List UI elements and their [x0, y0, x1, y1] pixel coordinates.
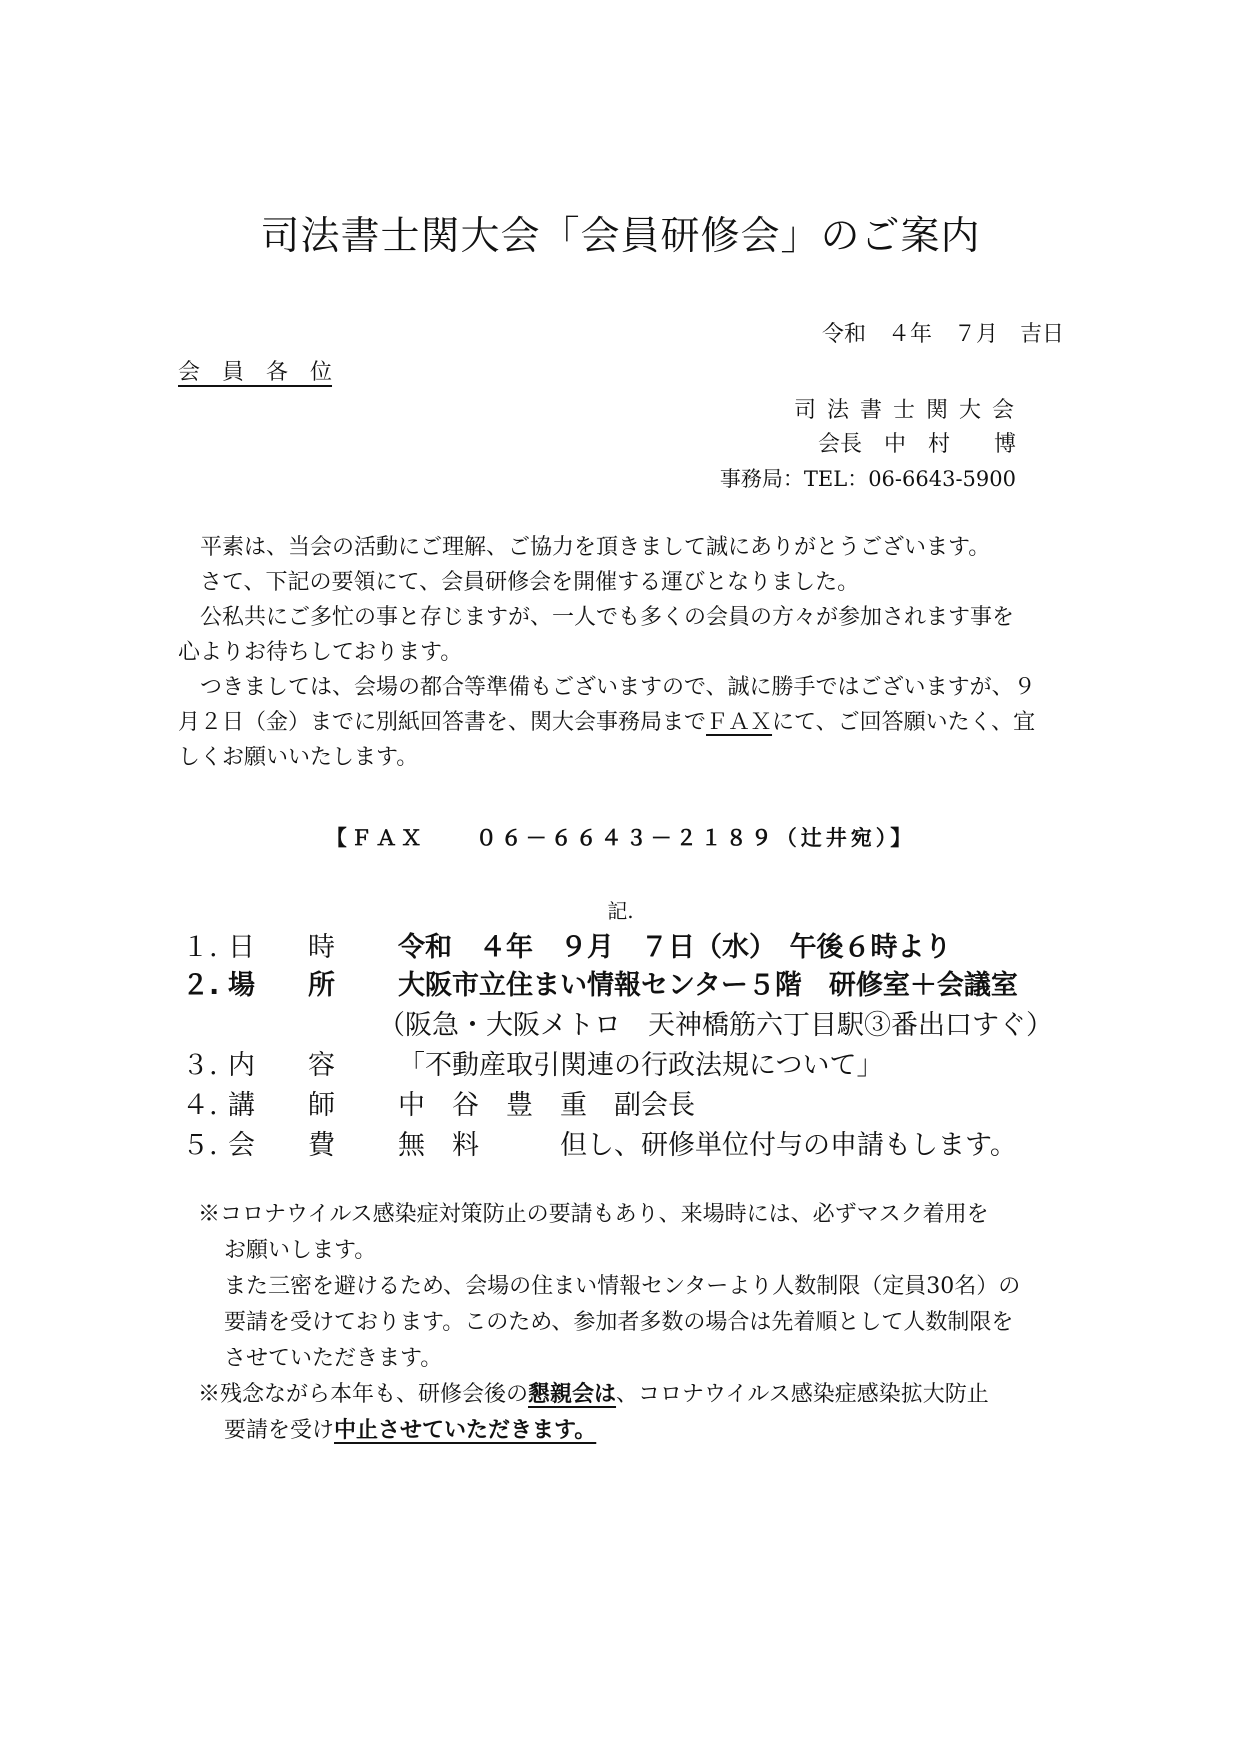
item-label-char: 師 — [308, 1090, 335, 1121]
item-label-char: 時 — [308, 932, 335, 963]
item-number: ５. — [182, 1130, 218, 1161]
note-2-line-b — [224, 1413, 596, 1444]
item-label-char: 費 — [308, 1130, 335, 1161]
item-number: ３. — [182, 1050, 218, 1081]
body-line-6-post: にて、ご回答願いたく、宜 — [772, 710, 1036, 735]
note-1-line-e: させていただきます。 — [224, 1346, 443, 1371]
note-2-pre: ※残念ながら本年も、研修会後の — [198, 1382, 529, 1407]
note-2-line-a — [198, 1377, 989, 1408]
note-1-line-c: また三密を避けるため、会場の住まい情報センターより人数制限（定員30名）の — [224, 1274, 1021, 1299]
item-venue — [182, 963, 1018, 1002]
item-label-char: 会 — [228, 1130, 255, 1161]
item-label-char: 内 — [228, 1050, 255, 1081]
note-1-line-a: ※コロナウイルス感染症対策防止の要請もあり、来場時には、必ずマスク着用を — [198, 1202, 989, 1227]
item-value: 令和 ４年 ９月 ７日（水） 午後６時より — [398, 932, 952, 963]
body-line-4: 心よりお待ちしております。 — [178, 640, 463, 665]
issue-date: 令和 ４年 ７月 吉日 — [821, 322, 1064, 347]
item-label-char: 講 — [228, 1090, 255, 1121]
body-line-5: つきましては、会場の都合等準備もございますので、誠に勝手ではございますが、９ — [200, 675, 1036, 700]
item-fee — [182, 1123, 1017, 1162]
item-content — [182, 1043, 883, 1082]
body-line-6 — [178, 712, 1068, 734]
note-1-line-b: お願いします。 — [224, 1238, 377, 1263]
note-2-emphasis: 懇親会は — [528, 1382, 617, 1407]
item-label-char: 日 — [228, 932, 255, 963]
fax-number: 【ＦＡＸ ０６－６６４３－２１８９（辻井宛）】 — [325, 826, 916, 850]
sender-president: 会長 中 村 博 — [817, 432, 1016, 457]
item-value: 無 料 但し、研修単位付与の申請もします。 — [398, 1130, 1017, 1161]
body-line-6-pre: 月２日（金）までに別紙回答書を、関大会事務局まで — [178, 710, 707, 735]
addressee: 会 員 各 位 — [178, 360, 333, 385]
item-number: ２. — [182, 970, 220, 1001]
body-line-1: 平素は、当会の活動にご理解、ご協力を頂きまして誠にありがとうございます。 — [200, 535, 991, 560]
note-2-post: 、コロナウイルス感染症感染拡大防止 — [616, 1382, 989, 1407]
item-label-char: 所 — [308, 970, 335, 1001]
sender-office: 事務局：TEL：06-6643-5900 — [719, 467, 1016, 491]
item-value: 大阪市立住まい情報センター５階 研修室＋会議室 — [398, 970, 1018, 1001]
item-value: 「不動産取引関連の行政法規について」 — [398, 1050, 884, 1081]
body-line-3: 公私共にご多忙の事と存じますが、一人でも多くの会員の方々が参加されます事を — [200, 605, 1015, 630]
page-title: 司法書士関大会「会員研修会」のご案内 — [260, 214, 981, 259]
note-1-line-d: 要請を受けております。このため、参加者多数の場合は先着順として人数制限を — [224, 1310, 1014, 1335]
body-line-7: しくお願いいたします。 — [178, 745, 419, 770]
item-value: 中 谷 豊 重 副会長 — [398, 1090, 695, 1121]
item-venue-access: （阪急・大阪メトロ 天神橋筋六丁目駅③番出口すぐ） — [378, 1010, 1053, 1041]
ki-heading: 記. — [607, 899, 634, 923]
note-2b-pre: 要請を受け — [224, 1418, 335, 1443]
note-2b-emphasis: 中止させていただきます。 — [334, 1418, 597, 1443]
body-line-2: さて、下記の要領にて、会員研修会を開催する運びとなりました。 — [200, 570, 860, 595]
item-lecturer — [182, 1083, 695, 1122]
body-line-6-fax: ＦＡＸ — [706, 710, 773, 735]
item-datetime — [182, 925, 952, 964]
item-number: ４. — [182, 1090, 218, 1121]
item-number: １. — [182, 932, 218, 963]
sender-org: 司 法 書 士 関 大 会 — [794, 398, 1016, 423]
item-label-char: 容 — [308, 1050, 335, 1081]
item-label-char: 場 — [228, 970, 255, 1001]
